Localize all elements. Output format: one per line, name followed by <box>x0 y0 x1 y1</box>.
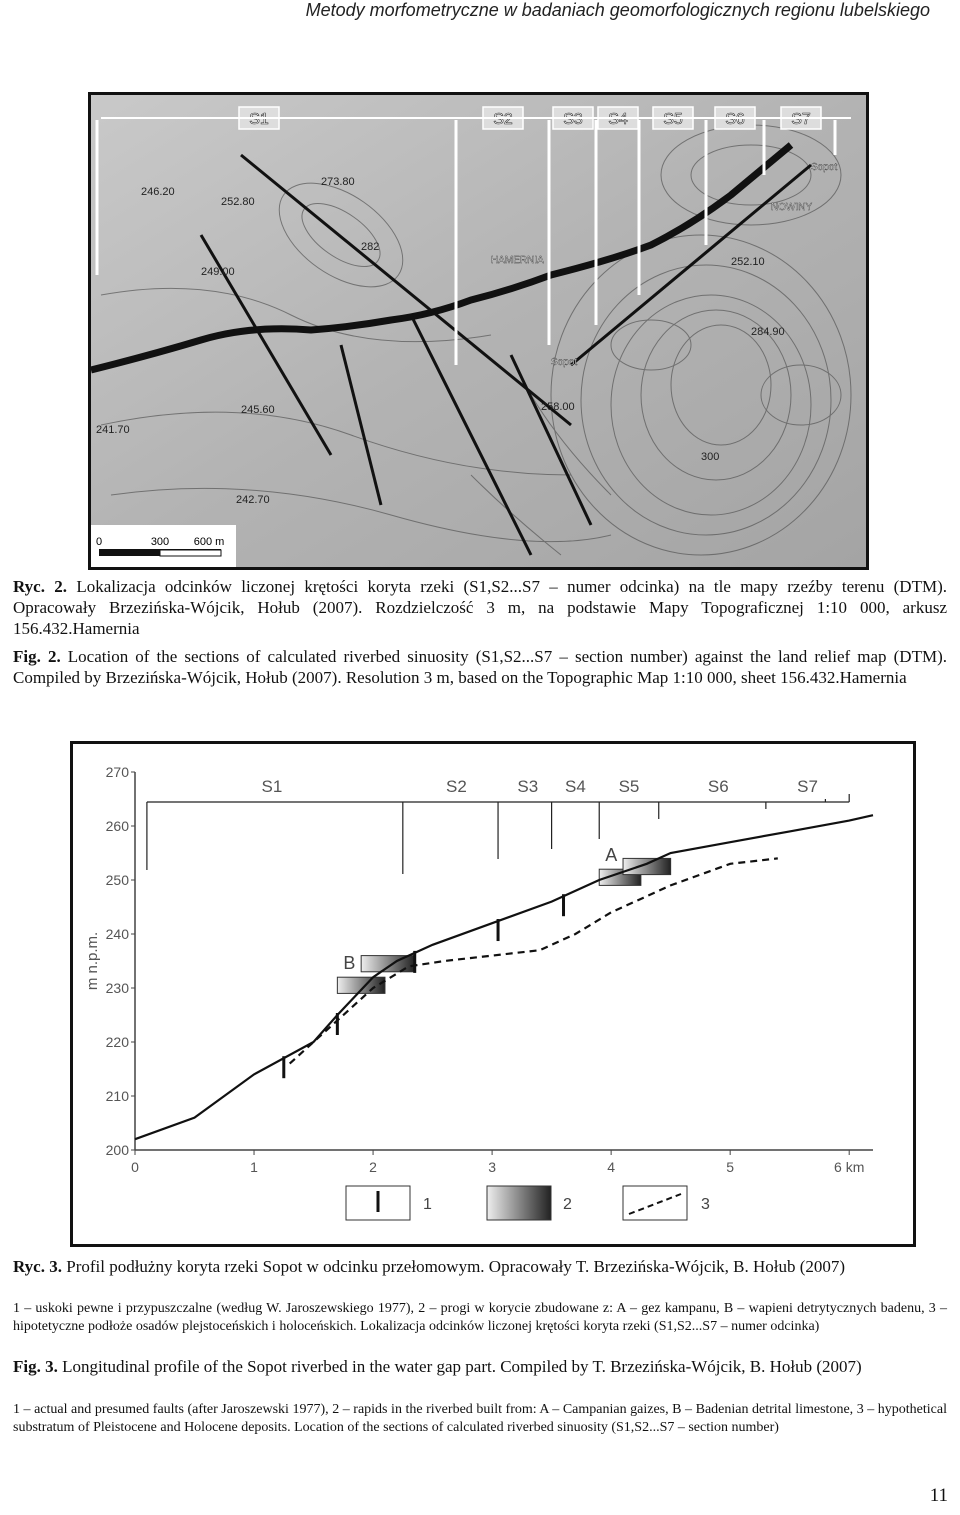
y-tick-label: 270 <box>105 764 129 780</box>
y-tick-label: 240 <box>105 926 129 942</box>
spot-height: 241.70 <box>96 424 130 436</box>
rapid-label: B <box>343 953 356 974</box>
legend-label: 3 <box>701 1196 710 1213</box>
fig3-label-pl: Ryc. 3. <box>13 1257 62 1276</box>
x-tick-label: 1 <box>250 1159 258 1175</box>
rapid-box <box>623 858 671 874</box>
spot-height: 249.00 <box>201 266 235 278</box>
y-tick-label: 200 <box>105 1142 129 1158</box>
legend-label: 2 <box>563 1196 572 1213</box>
fig3-caption-en <box>13 1356 947 1377</box>
spot-height: 252.10 <box>731 256 765 268</box>
map-section-label: S5 <box>663 111 683 128</box>
y-tick-label: 220 <box>105 1034 129 1050</box>
x-tick-label: 3 <box>488 1159 496 1175</box>
map-section-label: S3 <box>563 111 583 128</box>
fig3-caption-pl <box>13 1256 947 1277</box>
y-tick-label: 230 <box>105 980 129 996</box>
section-label: S4 <box>565 777 586 796</box>
spot-height: 252.80 <box>221 196 255 208</box>
y-tick-label: 210 <box>105 1088 129 1104</box>
map-section-label: S6 <box>725 111 745 128</box>
fig3-note-pl: 1 – uskoki pewne i przypuszczalne (według W. Jaroszewskiego 1977), 2 – progi w korycie zbudowane z: A – gez kampanu, B – wapieni detrytycznych badenu, 3 – hipotetyczne podłoże osadów plejstoceńskich i holoceńskich. Lokalizacja odcinków liczonej krętości koryta rzeki (S1,S2...S7 – numer odcinka) <box>13 1301 947 1334</box>
legend-symbol-rapid <box>487 1186 551 1220</box>
x-tick-label: 5 <box>726 1159 735 1175</box>
rapid-box <box>361 956 415 972</box>
fig3-label-en: Fig. 3. <box>13 1357 58 1376</box>
chart-legend <box>346 1186 710 1220</box>
spot-height: 245.60 <box>241 404 275 416</box>
spot-height: 258.00 <box>541 401 575 413</box>
place-name: Sopot <box>551 357 578 368</box>
spot-height: 246.20 <box>141 186 175 198</box>
spot-height: 282 <box>361 241 380 253</box>
x-tick-label: 4 <box>607 1159 616 1175</box>
y-axis-label: m n.p.m. <box>84 931 101 991</box>
fig2-caption-en <box>13 646 947 688</box>
fig3-text-pl: Profil podłużny koryta rzeki Sopot w odcinku przełomowym. Opracowały T. Brzezińska-Wójcik, B. Hołub (2007) <box>66 1257 846 1276</box>
rapid-label: A <box>605 845 618 866</box>
map-background <box>91 95 866 567</box>
scale-label-0: 0 <box>95 536 103 548</box>
page-number: 11 <box>929 1485 948 1506</box>
spot-height: 273.80 <box>321 176 355 188</box>
map-section-label: S7 <box>791 111 811 128</box>
section-label: S5 <box>618 777 640 796</box>
legend-box-dashed <box>623 1186 687 1220</box>
place-name: NOWINY <box>771 202 813 213</box>
section-label: S1 <box>261 777 283 796</box>
relief-map <box>91 95 866 567</box>
scale-label-300: 300 <box>150 536 170 548</box>
profile-chart <box>73 744 913 1244</box>
y-tick-label: 250 <box>105 872 129 888</box>
section-label: S7 <box>797 777 818 796</box>
section-label: S2 <box>445 777 467 796</box>
y-tick-label: 260 <box>105 818 129 834</box>
fig2-caption-pl <box>13 576 947 639</box>
riverbed-line <box>135 815 873 1139</box>
place-name: Sopot <box>811 162 838 173</box>
section-label: S3 <box>517 777 539 796</box>
fig2-text-en: Location of the sections of calculated riverbed sinuosity (S1,S2...S7 – section number) against the land relief map (DTM). Compiled by Brzezińska-Wójcik, Hołub (2007). Resolution 3 m, based on the Topographic Map 1:10 000, sheet 156.432.Hamernia <box>13 647 947 687</box>
legend-label: 1 <box>423 1196 432 1213</box>
map-section-label: S2 <box>493 111 513 128</box>
spot-height: 242.70 <box>236 494 270 506</box>
x-tick-label: 2 <box>369 1159 377 1175</box>
scale-bar <box>91 525 236 567</box>
fig2-label-pl: Ryc. 2. <box>13 577 68 596</box>
x-tick-label: 6 km <box>834 1159 865 1175</box>
fig3-note-en: 1 – actual and presumed faults (after Jaroszewski 1977), 2 – rapids in the riverbed built from: A – Campanian gaizes, B – Badenian detrital limestone, 3 – hypothetical substratum of Pleistocene and Holocene deposits. Location of the sections of calculated riverbed sinuosity (S1,S2...S7 – section number) <box>13 1402 947 1435</box>
running-header: Metody morfometryczne w badaniach geomorfologicznych regionu lubelskiego <box>305 0 930 20</box>
relief-map-figure <box>88 92 869 570</box>
spot-height: 300 <box>701 451 720 463</box>
fig3-text-en: Longitudinal profile of the Sopot riverbed in the water gap part. Compiled by T. Brzezińska-Wójcik, B. Hołub (2007) <box>62 1357 862 1376</box>
place-name: HAMERNIA <box>491 255 544 266</box>
spot-height: 284.90 <box>751 326 785 338</box>
fig2-text-pl: Lokalizacja odcinków liczonej krętości koryta rzeki (S1,S2...S7 – numer odcinka) na tle mapy rzeźby terenu (DTM). Opracowały Brzezińska-Wójcik, Hołub (2007). Rozdzielczość 3 m, na podstawie Mapy Topograficznej 1:10 000, arkusz 156.432.Hamernia <box>13 577 947 638</box>
section-label: S6 <box>707 777 729 796</box>
profile-chart-figure <box>70 741 916 1247</box>
scale-label-600: 600 m <box>193 536 225 548</box>
x-tick-label: 0 <box>131 1159 139 1175</box>
map-section-label: S4 <box>608 111 628 128</box>
fig2-label-en: Fig. 2. <box>13 647 61 666</box>
map-section-label: S1 <box>249 111 269 128</box>
